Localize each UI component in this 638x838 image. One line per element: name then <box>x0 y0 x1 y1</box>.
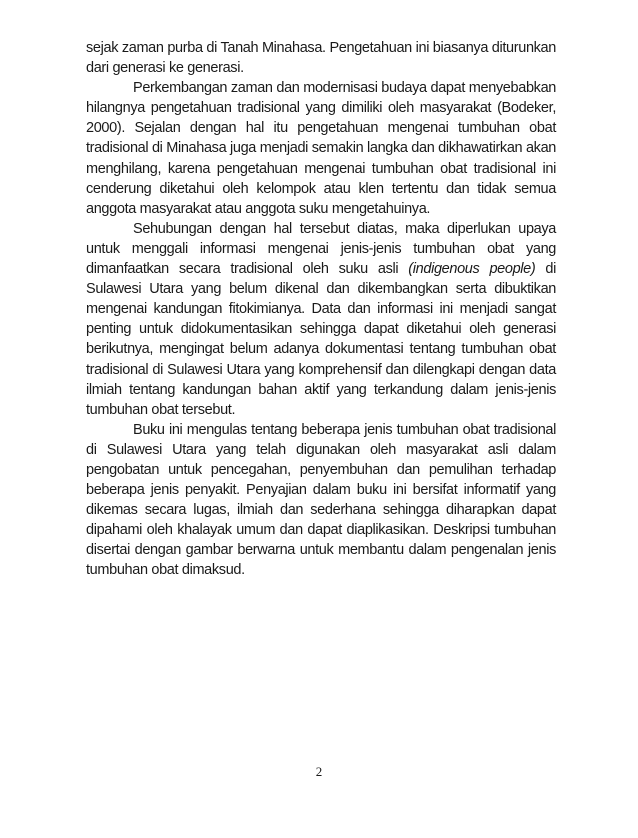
paragraph-upaya-text-end: di Sulawesi Utara yang belum dikenal dan dikembangkan serta dibuktikan mengenai kandungan fitokimianya. Data dan informasi ini menjadi sangat penting untuk didokumentasikan sehingga dapat diketahui oleh generasi berikutnya, mengingat belum adanya dokumentasi tentang tumbuhan obat tradisional di Sulawesi Utara yang komprehensif dan dilengkapi dengan data ilmiah tentang kandungan bahan aktif yang terkandung dalam jenis-jenis tumbuhan obat tersebut. <box>86 261 556 418</box>
paragraph-modernisasi: Perkembangan zaman dan modernisasi budaya dapat menyebabkan hilangnya pengetahuan tradisional yang dimiliki oleh masyarakat (Bodeker, 2000). Sejalan dengan hal itu pengetahuan mengenai tumbuhan obat tradisional di Minahasa juga menjadi semakin langka dan dikhawatirkan akan menghilang, karena pengetahuan mengenai tumbuhan obat tradisional ini cenderung diketahui oleh kelompok atau klen tertentu dan tidak semua anggota masyarakat atau anggota suku mengetahuinya. <box>86 80 556 217</box>
page-number: 2 <box>315 764 323 779</box>
body-text <box>86 38 556 581</box>
paragraph-continuation: sejak zaman purba di Tanah Minahasa. Pengetahuan ini biasanya diturunkan dari generasi ke generasi. <box>86 40 556 77</box>
italic-term: (indigenous people) <box>408 261 536 278</box>
paragraph-upaya-text-start: Sehubungan dengan hal tersebut diatas, maka diperlukan upaya untuk menggali informasi mengenai jenis-jenis tumbuhan obat yang dimanfaatkan secara tradisional oleh suku asli <box>86 220 556 278</box>
paragraph-buku: Buku ini mengulas tentang beberapa jenis tumbuhan obat tradisional di Sulawesi Utara yang telah digunakan oleh masyarakat asli dalam pengobatan untuk pencegahan, penyembuhan dan pemulihan terhadap beberapa jenis penyakit. Penyajian dalam buku ini bersifat informatif yang dikemas secara lugas, ilmiah dan sederhana sehingga diharapkan dapat dipahami oleh khalayak umum dan dapat diaplikasikan. Deskripsi tumbuhan disertai dengan gambar berwarna untuk membantu dalam pengenalan jenis tumbuhan obat dimaksud. <box>86 421 556 579</box>
paragraph-upaya <box>86 219 556 420</box>
